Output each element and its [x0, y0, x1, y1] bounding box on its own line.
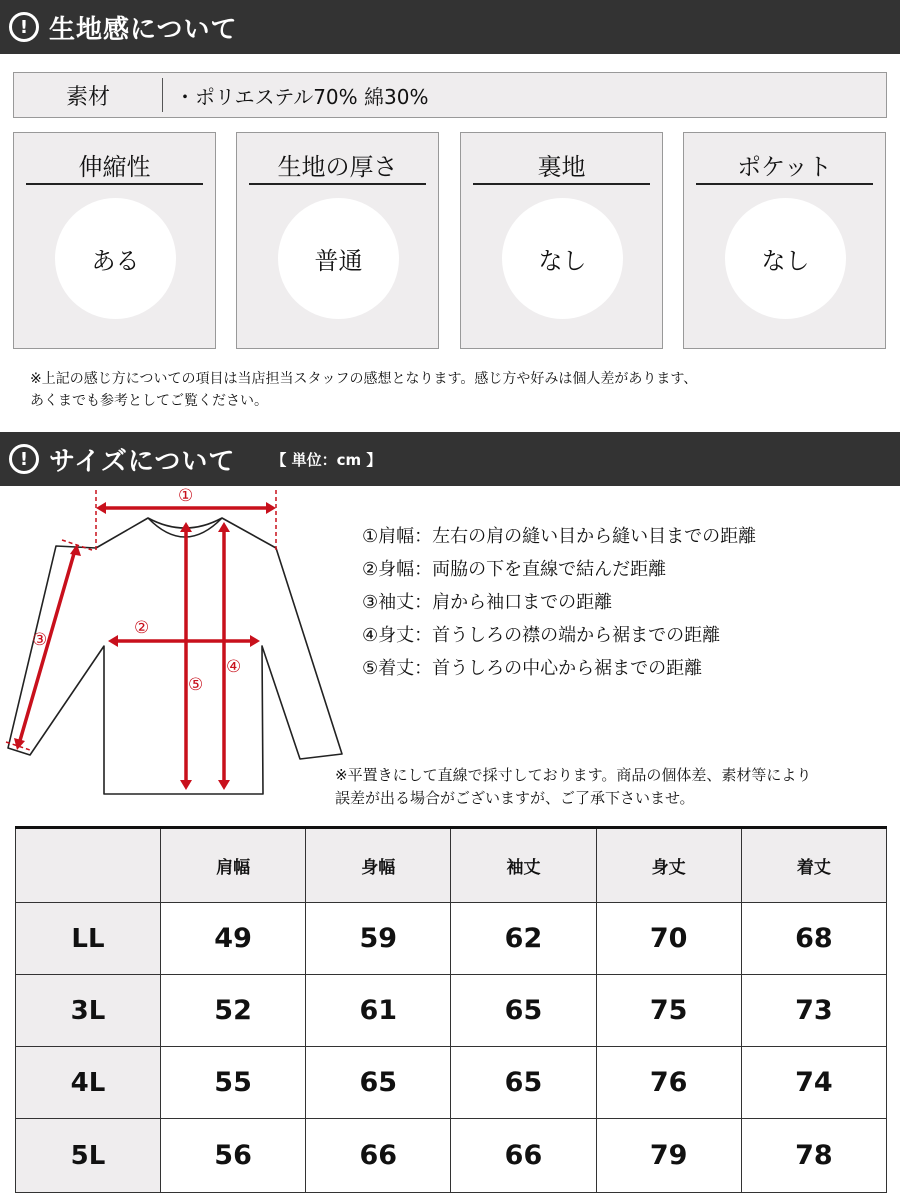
size-label: 3L [16, 975, 161, 1047]
table-header-cell: 肩幅 [161, 828, 306, 903]
note-line: ※平置きにして直線で採寸しております。商品の個体差、素材等により [335, 766, 812, 784]
size-section-header [0, 432, 900, 486]
table-cell: 68 [741, 903, 886, 975]
table-row [16, 975, 887, 1047]
definition-item: ⑤着丈：首うしろの中心から裾までの距離 [362, 658, 703, 679]
table-header-cell [16, 828, 161, 903]
exclamation-icon: ! [9, 12, 39, 42]
note-line: ※上記の感じ方についての項目は当店担当スタッフの感想となります。感じ方や好みは個人差があります、 [30, 371, 698, 387]
table-header-cell: 身丈 [596, 828, 741, 903]
measurement-definitions [362, 520, 756, 685]
table-cell: 66 [451, 1119, 596, 1193]
feature-value: なし [502, 198, 623, 319]
definition-item: ③袖丈：肩から袖口までの距離 [362, 592, 613, 613]
feature-thickness [236, 132, 439, 349]
size-label: 5L [16, 1119, 161, 1193]
exclamation-icon: ! [9, 444, 39, 474]
table-row [16, 1119, 887, 1193]
feature-title: 生地の厚さ [277, 153, 398, 181]
size-label: 4L [16, 1047, 161, 1119]
table-header-cell: 袖丈 [451, 828, 596, 903]
divider [162, 78, 163, 112]
material-row [13, 72, 887, 118]
feature-value: 普通 [278, 198, 399, 319]
table-cell: 65 [451, 1047, 596, 1119]
table-cell: 75 [596, 975, 741, 1047]
definition-item: ②身幅：両脇の下を直線で結んだ距離 [362, 559, 667, 580]
table-cell: 78 [741, 1119, 886, 1193]
feature-stretch [13, 132, 216, 349]
table-cell: 74 [741, 1047, 886, 1119]
table-header-row [16, 828, 887, 903]
material-value: ・ポリエステル70% 綿30% [175, 84, 429, 109]
material-label: 素材 [65, 84, 110, 110]
note-line: あくまでも参考としてご覧ください。 [30, 393, 268, 409]
feature-value: ある [55, 198, 176, 319]
definition-item: ①肩幅：左右の肩の縫い目から縫い目までの距離 [362, 526, 757, 547]
table-cell: 76 [596, 1047, 741, 1119]
divider [696, 183, 873, 185]
table-cell: 66 [306, 1119, 451, 1193]
table-header-cell: 身幅 [306, 828, 451, 903]
table-cell: 61 [306, 975, 451, 1047]
table-row [16, 1047, 887, 1119]
table-cell: 59 [306, 903, 451, 975]
table-cell: 70 [596, 903, 741, 975]
size-table [15, 826, 887, 1193]
feature-lining [460, 132, 663, 349]
divider [26, 183, 203, 185]
table-row [16, 903, 887, 975]
table-header-cell: 着丈 [741, 828, 886, 903]
section-title: 生地感について [49, 14, 238, 45]
table-cell: 65 [306, 1047, 451, 1119]
feature-title: ポケット [737, 153, 832, 181]
table-cell: 52 [161, 975, 306, 1047]
table-cell: 49 [161, 903, 306, 975]
size-label: LL [16, 903, 161, 975]
diagram-label-4: ④ [226, 657, 242, 677]
arrow-head [96, 502, 106, 514]
table-cell: 55 [161, 1047, 306, 1119]
diagram-label-1: ① [178, 486, 194, 506]
garment-measurement-diagram [0, 486, 350, 806]
diagram-label-5: ⑤ [188, 675, 204, 695]
feature-pocket [683, 132, 886, 349]
feature-value: なし [725, 198, 846, 319]
fabric-section-header [0, 0, 900, 54]
fabric-note [30, 368, 697, 412]
table-cell: 65 [451, 975, 596, 1047]
feature-title: 裏地 [537, 153, 586, 181]
feature-title: 伸縮性 [78, 153, 151, 181]
measurement-note [335, 764, 811, 810]
note-line: 誤差が出る場合がございますが、ご了承下さいませ。 [335, 789, 695, 807]
section-title: サイズについて [49, 446, 236, 477]
unit-label: 【 単位：cm 】 [271, 450, 382, 469]
arrow-head [266, 502, 276, 514]
divider [473, 183, 650, 185]
definition-item: ④身丈：首うしろの襟の端から裾までの距離 [362, 625, 721, 646]
table-cell: 62 [451, 903, 596, 975]
diagram-label-3: ③ [32, 630, 48, 650]
divider [249, 183, 426, 185]
table-cell: 79 [596, 1119, 741, 1193]
diagram-label-2: ② [134, 618, 150, 638]
table-cell: 73 [741, 975, 886, 1047]
table-cell: 56 [161, 1119, 306, 1193]
shirt-outline [8, 518, 342, 794]
